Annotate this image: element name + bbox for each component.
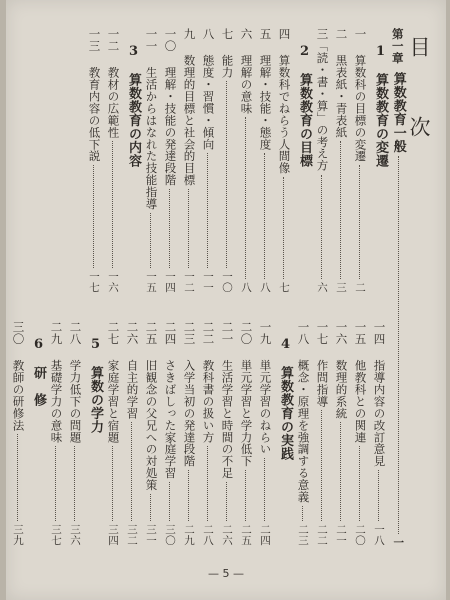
entry-page: 二六 [221, 524, 233, 546]
entry-page: 一〇 [221, 271, 233, 293]
toc-entry [335, 321, 347, 546]
lower-slot [202, 321, 220, 546]
entry-title: 二 黒表紙・青表紙 [334, 28, 349, 139]
lower-slot [88, 321, 106, 546]
section-title-text: 算数教育の実践 [278, 352, 293, 461]
upper-slot [12, 28, 30, 293]
leader-dots [264, 458, 265, 521]
lower-slot [50, 321, 68, 546]
toc-entry [50, 321, 62, 546]
entry-title: 三〇 教師の研修法 [11, 321, 26, 432]
section-heading [278, 321, 292, 546]
leader-dots [93, 165, 94, 268]
toc-column-pair [335, 28, 353, 548]
leader-dots [398, 156, 399, 534]
toc-entry [69, 321, 81, 546]
entry-title: 七 能力 [220, 28, 235, 79]
leader-dots [340, 141, 341, 279]
table-of-contents [11, 28, 431, 548]
entry-page: 二三 [297, 524, 309, 546]
chapter-name: 算数教育一般 [390, 72, 406, 154]
upper-slot [107, 28, 125, 293]
leader-dots [112, 141, 113, 268]
toc-column-pair [221, 28, 239, 548]
toc-entry [259, 28, 271, 293]
entry-page: 一四 [164, 271, 176, 293]
entry-page: 三九 [12, 524, 24, 546]
entry-page: 一二 [183, 271, 195, 293]
toc-column-pair [31, 28, 49, 548]
leader-dots [359, 165, 360, 279]
section-heading [88, 321, 102, 546]
upper-slot [335, 28, 353, 293]
page-number: — 5 — [208, 567, 244, 580]
entry-title: 一四 指導内容の改訂意見 [372, 321, 387, 468]
toc-column-pair [126, 28, 144, 548]
section-title: 1 算数教育の変遷 [373, 44, 388, 168]
leader-dots [283, 177, 284, 279]
lower-slot [183, 321, 201, 546]
toc-entry [107, 321, 119, 546]
upper-slot [354, 28, 372, 293]
entry-page: 二九 [183, 524, 195, 546]
toc-entry [88, 28, 100, 293]
toc-column-pair [69, 28, 87, 548]
entry-title: 一九 単元学習のねらい [258, 321, 273, 456]
leader-dots [169, 482, 170, 521]
lower-slot [278, 321, 296, 546]
entry-title: 一六 数理的系統 [334, 321, 349, 420]
section-heading [297, 28, 311, 293]
lower-slot [31, 321, 49, 546]
toc-entry [202, 321, 214, 546]
upper-slot [126, 28, 144, 293]
toc-column-pair [259, 28, 277, 548]
leader-dots [17, 434, 18, 521]
leader-dots [131, 422, 132, 521]
entry-title: 一一 生活からはなれた技能指導 [144, 28, 159, 210]
toc-entry [145, 321, 157, 546]
entry-title: 八 態度・習慣・傾向 [201, 28, 216, 151]
entry-title: 九 数理的目標と社会的目標 [182, 28, 197, 186]
toc-column-pair [278, 28, 296, 548]
entry-page: 三六 [69, 524, 81, 546]
section-title-text: 算数教育の内容 [126, 59, 141, 168]
entry-page: 一七 [88, 271, 100, 293]
toc-column-pair [183, 28, 201, 548]
toc-column-pair [354, 28, 372, 548]
toc-column-pair [145, 28, 163, 548]
entry-page: 六 [316, 282, 328, 293]
lower-slot [107, 321, 125, 546]
upper-slot [259, 28, 277, 293]
leader-dots [226, 81, 227, 268]
toc-entry [164, 321, 176, 546]
toc-column-pair [373, 28, 391, 548]
section-heading [31, 321, 45, 546]
leader-dots [207, 153, 208, 268]
upper-slot [50, 28, 68, 293]
toc-column-pair [164, 28, 182, 548]
entry-title: 一七 作問指導 [315, 321, 330, 408]
toc-entry [145, 28, 157, 293]
entry-title: 二五 旧観念の父兄への対処策 [144, 321, 159, 491]
leader-dots [359, 446, 360, 521]
leader-dots [150, 494, 151, 521]
toc-entry [12, 321, 24, 546]
toc-entry [202, 28, 214, 293]
toc-entry [373, 321, 385, 546]
entry-title: 四 算数科でねらう人間像 [277, 28, 292, 175]
entry-title: 二六 自主的学習 [125, 321, 140, 420]
entry-title: 二九 基礎学力の意味 [49, 321, 64, 444]
leader-dots [321, 410, 322, 521]
leader-dots [302, 506, 303, 521]
section-title-text: 算数の学力 [88, 352, 103, 434]
upper-slot [297, 28, 315, 293]
leader-dots [55, 446, 56, 521]
lower-slot [354, 321, 372, 546]
upper-slot [278, 28, 296, 293]
toc-entry [259, 321, 271, 546]
book-page [6, 0, 446, 600]
entry-page: 三 [335, 282, 347, 293]
entry-page: 二〇 [354, 524, 366, 546]
section-title: 5 算数の学力 [88, 337, 103, 434]
upper-slot [145, 28, 163, 293]
upper-slot [164, 28, 182, 293]
lower-slot [316, 321, 334, 546]
section-title: 3 算数教育の内容 [126, 44, 141, 168]
lower-slot [126, 321, 144, 546]
lower-slot [145, 321, 163, 546]
entry-title: 二三 入学当初の発達段階 [182, 321, 197, 468]
entry-title: 一五 他教科との関連 [353, 321, 368, 444]
lower-slot [164, 321, 182, 546]
lower-slot [69, 321, 87, 546]
lower-slot [297, 321, 315, 546]
toc-entry [354, 28, 366, 293]
entry-title: 一八 概念・原理を強調する意義 [296, 321, 311, 503]
upper-slot [316, 28, 334, 293]
entry-title: 二七 家庭学習と宿題 [106, 321, 121, 444]
toc-entry [278, 28, 290, 293]
leader-dots [226, 482, 227, 521]
toc-column-pair [202, 28, 220, 548]
chapter-page: 一 [392, 536, 405, 548]
toc-entry [316, 321, 328, 546]
toc-title-text: 目 次 [407, 36, 431, 156]
entry-page: 八 [259, 282, 271, 293]
toc-column-pair [50, 28, 68, 548]
lower-slot [335, 321, 353, 546]
entry-page: 三一 [145, 524, 157, 546]
section-heading [373, 28, 387, 293]
upper-slot [221, 28, 239, 293]
entry-page: 二五 [240, 524, 252, 546]
entry-title: 二二 教科書の扱い方 [201, 321, 216, 444]
entry-page: 二四 [259, 524, 271, 546]
chapter-heading [391, 28, 405, 548]
leader-dots [188, 189, 189, 268]
leader-dots [264, 153, 265, 279]
entry-page: 二一 [335, 524, 347, 546]
lower-slot [259, 321, 277, 546]
upper-slot [31, 28, 49, 293]
leader-dots [207, 446, 208, 521]
section-title-text: 算数教育の目標 [297, 59, 312, 168]
leader-dots [245, 117, 246, 279]
toc-column-pair [12, 28, 30, 548]
toc-columns [11, 28, 391, 548]
toc-column-pair [316, 28, 334, 548]
chapter-label: 第一章 [390, 28, 405, 65]
entry-title: 三「読・書・算」の考え方 [315, 28, 330, 172]
toc-entry [107, 28, 119, 293]
entry-page: 二 [354, 282, 366, 293]
entry-title: 六 理解の意味 [239, 28, 254, 115]
section-heading [126, 28, 140, 293]
entry-page: 七 [278, 282, 290, 293]
leader-dots [378, 470, 379, 521]
entry-page: 一一 [202, 271, 214, 293]
toc-entry [297, 321, 309, 546]
entry-title: 一〇 理解・技能の発達段階 [163, 28, 178, 186]
entry-title: 二四 さきばしった家庭学習 [163, 321, 178, 479]
lower-slot [221, 321, 239, 546]
toc-entry [126, 321, 138, 546]
entry-page: 一八 [373, 524, 385, 546]
lower-slot [373, 321, 391, 546]
toc-column-pair [240, 28, 258, 548]
leader-dots [340, 422, 341, 521]
toc-entry [335, 28, 347, 293]
toc-entry [183, 28, 195, 293]
entry-page: 二二 [316, 524, 328, 546]
toc-column-pair [107, 28, 125, 548]
entry-page: 二八 [202, 524, 214, 546]
toc-entry [354, 321, 366, 546]
leader-dots [112, 446, 113, 521]
entry-page: 八 [240, 282, 252, 293]
toc-entry [164, 28, 176, 293]
lower-slot [240, 321, 258, 546]
leader-dots [74, 446, 75, 521]
lower-slot [12, 321, 30, 546]
upper-slot [240, 28, 258, 293]
entry-title: 一 算数科の目標の変遷 [353, 28, 368, 163]
leader-dots [321, 175, 322, 280]
entry-page: 一六 [107, 271, 119, 293]
entry-title: 一二 教材の広範性 [106, 28, 121, 139]
entry-page: 一五 [145, 271, 157, 293]
section-title-text: 研 修 [31, 352, 46, 407]
upper-slot [183, 28, 201, 293]
upper-slot [88, 28, 106, 293]
entry-title: 五 理解・技能・態度 [258, 28, 273, 151]
upper-slot [373, 28, 391, 293]
upper-slot [202, 28, 220, 293]
section-title: 6 研 修 [31, 337, 46, 407]
toc-entry [221, 28, 233, 293]
upper-slot [69, 28, 87, 293]
leader-dots [188, 470, 189, 521]
toc-column-pair [88, 28, 106, 548]
toc-entry [221, 321, 233, 546]
toc-entry [240, 321, 252, 546]
leader-dots [169, 189, 170, 268]
section-title: 4 算数教育の実践 [278, 337, 293, 461]
toc-title [405, 28, 429, 556]
leader-dots [245, 470, 246, 521]
entry-page: 三七 [50, 524, 62, 546]
toc-entry [183, 321, 195, 546]
toc-entry [240, 28, 252, 293]
entry-page: 三二 [126, 524, 138, 546]
entry-title: 二八 学力低下の問題 [68, 321, 83, 444]
entry-page: 三〇 [164, 524, 176, 546]
leader-dots [150, 213, 151, 268]
toc-entry [316, 28, 328, 293]
entry-title: 一三 教育内容の低下説 [87, 28, 102, 163]
section-title: 2 算数教育の目標 [297, 44, 312, 168]
entry-title: 二〇 単元学習と学力低下 [239, 321, 254, 468]
toc-column-pair [297, 28, 315, 548]
entry-page: 三四 [107, 524, 119, 546]
entry-title: 二一 生活学習と時間の不足 [220, 321, 235, 479]
section-title-text: 算数教育の変遷 [373, 59, 388, 168]
